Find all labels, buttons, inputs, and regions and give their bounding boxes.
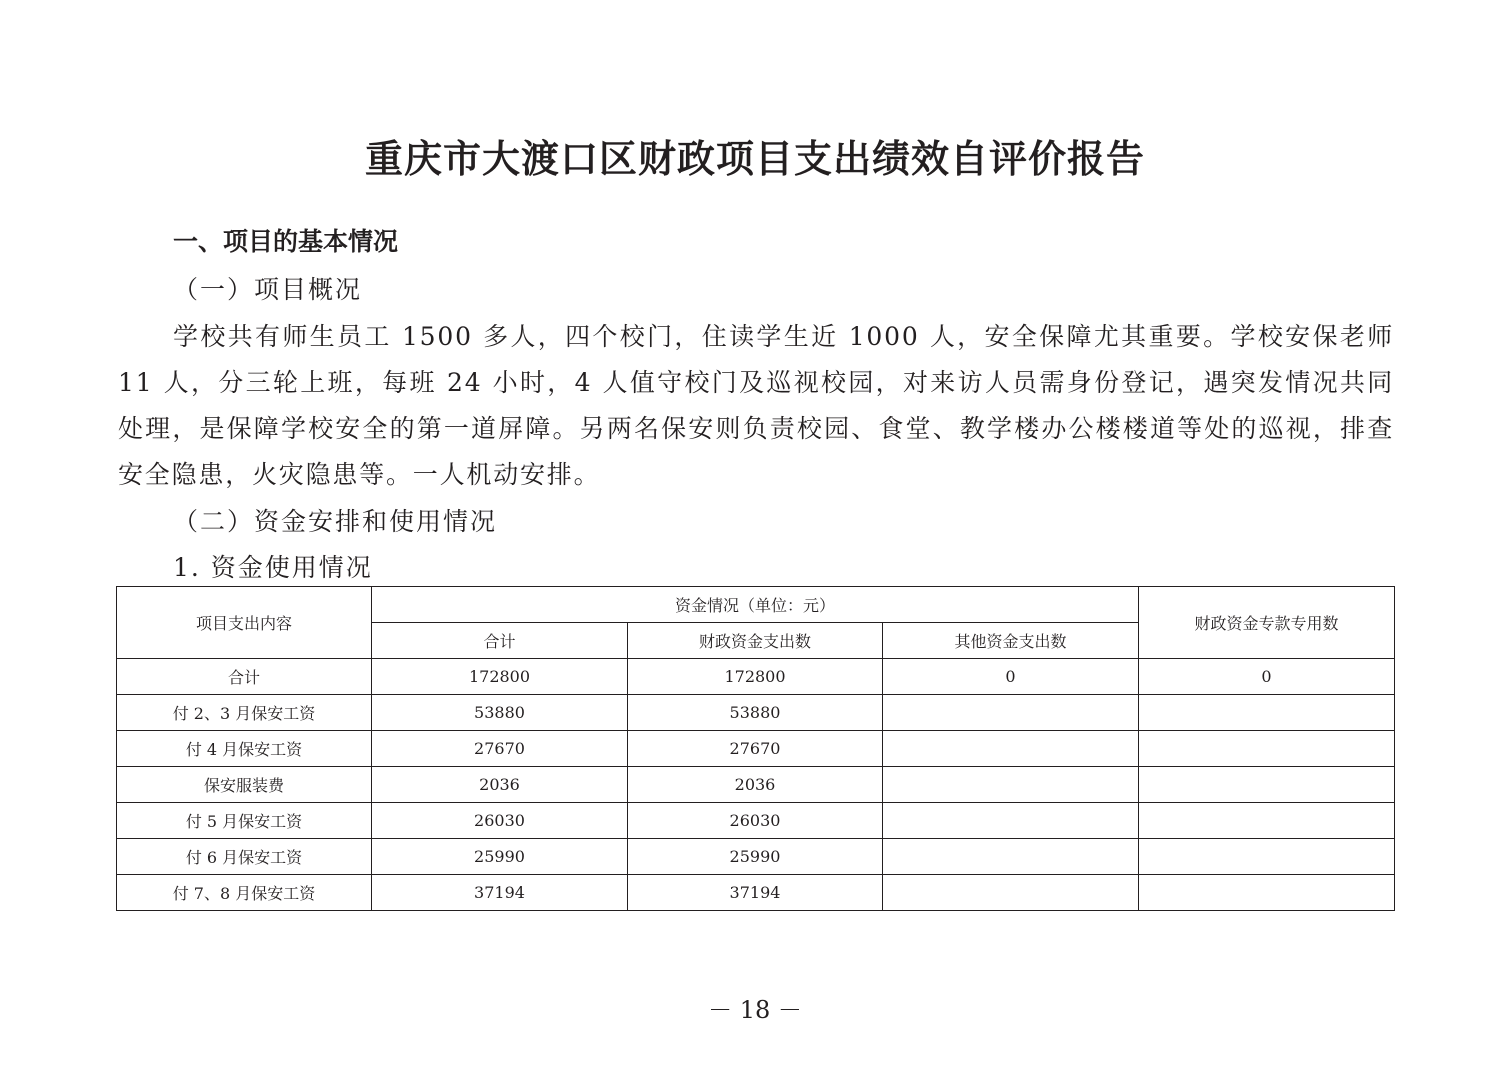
cell-item: 合计 xyxy=(117,659,372,695)
cell-total: 25990 xyxy=(372,839,628,875)
page-number: － 18 － xyxy=(708,996,802,1024)
cell-total: 37194 xyxy=(372,875,628,911)
cell-other xyxy=(883,695,1139,731)
subsection-heading-funds: （二）资金安排和使用情况 xyxy=(173,507,498,536)
report-title: 重庆市大渡口区财政项目支出绩效自评价报告 xyxy=(364,137,1145,181)
header-item: 项目支出内容 xyxy=(117,587,372,659)
header-total: 合计 xyxy=(372,623,628,659)
cell-other xyxy=(883,875,1139,911)
cell-special xyxy=(1139,839,1395,875)
cell-special xyxy=(1139,875,1395,911)
cell-fiscal: 26030 xyxy=(628,803,883,839)
cell-fiscal: 172800 xyxy=(628,659,883,695)
cell-total: 172800 xyxy=(372,659,628,695)
cell-fiscal: 27670 xyxy=(628,731,883,767)
cell-other xyxy=(883,839,1139,875)
overview-paragraph: 学校共有师生员工 1500 多人，四个校门，住读学生近 1000 人，安全保障尤其重要。学校安保老师 11 人，分三轮上班，每班 24 小时，4 人值守校门及巡视校园，对来访人员需身份登记，遇突发情况共同处理，是保障学校安全的第一道屏障。另两名保安则负责校园、食堂、教学楼办公楼楼道等处的巡视，排查安全隐患，火灾隐患等。一人机动安排。 xyxy=(118,322,1394,489)
cell-item: 付 5 月保安工资 xyxy=(117,803,372,839)
cell-other xyxy=(883,767,1139,803)
cell-fiscal: 53880 xyxy=(628,695,883,731)
cell-special xyxy=(1139,767,1395,803)
cell-item: 付 6 月保安工资 xyxy=(117,839,372,875)
header-other: 其他资金支出数 xyxy=(883,623,1139,659)
cell-fiscal: 25990 xyxy=(628,839,883,875)
cell-item: 保安服装费 xyxy=(117,767,372,803)
item-heading-fund-usage: 1. 资金使用情况 xyxy=(173,553,373,582)
cell-other xyxy=(883,803,1139,839)
cell-special xyxy=(1139,731,1395,767)
cell-total: 27670 xyxy=(372,731,628,767)
cell-special xyxy=(1139,695,1395,731)
cell-special xyxy=(1139,803,1395,839)
cell-other xyxy=(883,731,1139,767)
table-row xyxy=(117,695,1395,731)
cell-total: 53880 xyxy=(372,695,628,731)
subsection-heading-overview: （一）项目概况 xyxy=(173,275,363,304)
section-heading-basic-info: 一、项目的基本情况 xyxy=(173,227,399,256)
cell-item: 付 2、3 月保安工资 xyxy=(117,695,372,731)
table-row xyxy=(117,731,1395,767)
cell-special: 0 xyxy=(1139,659,1395,695)
fund-usage-table xyxy=(116,586,1395,911)
table-row xyxy=(117,803,1395,839)
cell-other: 0 xyxy=(883,659,1139,695)
cell-total: 26030 xyxy=(372,803,628,839)
cell-total: 2036 xyxy=(372,767,628,803)
table-row xyxy=(117,659,1395,695)
header-funds-group: 资金情况（单位：元） xyxy=(372,587,1139,623)
header-special: 财政资金专款专用数 xyxy=(1139,587,1395,659)
table-row xyxy=(117,767,1395,803)
cell-fiscal: 2036 xyxy=(628,767,883,803)
cell-item: 付 4 月保安工资 xyxy=(117,731,372,767)
table-row xyxy=(117,839,1395,875)
cell-fiscal: 37194 xyxy=(628,875,883,911)
cell-item: 付 7、8 月保安工资 xyxy=(117,875,372,911)
table-row xyxy=(117,875,1395,911)
header-fiscal: 财政资金支出数 xyxy=(628,623,883,659)
